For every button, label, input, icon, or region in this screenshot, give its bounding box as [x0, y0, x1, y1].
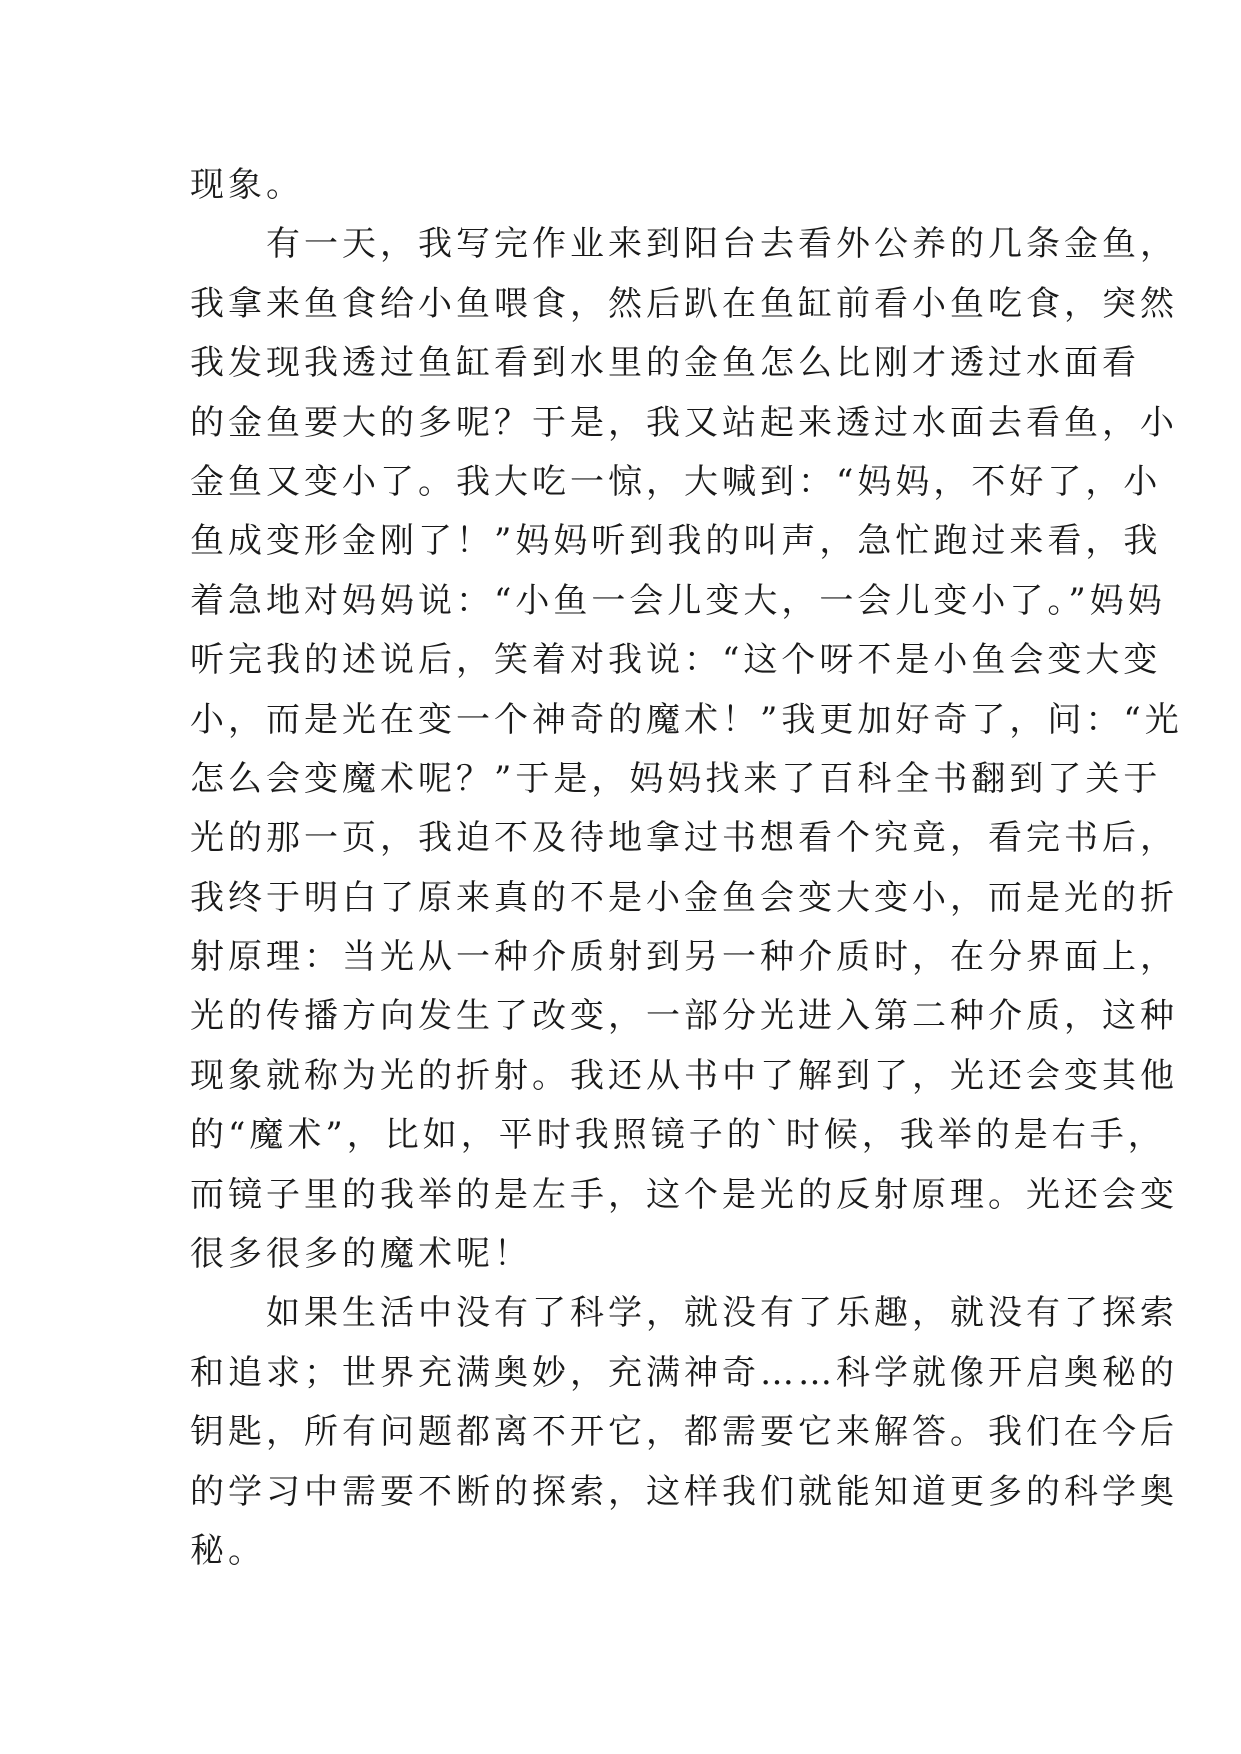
text-line: 秘。	[190, 1530, 266, 1571]
text-line: 的金鱼要大的多呢？于是，我又站起来透过水面去看鱼，小	[190, 402, 1178, 443]
text-line: 现象。	[190, 165, 304, 205]
paragraph-first-line: 如果生活中没有了科学，就没有了乐趣，就没有了探索	[266, 1293, 1178, 1334]
text-line: 现象就称为光的折射。我还从书中了解到了，光还会变其他	[190, 1055, 1178, 1096]
text-line: 我拿来鱼食给小鱼喂食，然后趴在鱼缸前看小鱼吃食，突然	[190, 283, 1178, 324]
text-line: 和追求；世界充满奥妙，充满神奇……科学就像开启奥秘的	[190, 1352, 1178, 1393]
text-line: 小，而是光在变一个神奇的魔术！”我更加好奇了，问：“光	[190, 699, 1183, 740]
text-line: 怎么会变魔术呢？”于是，妈妈找来了百科全书翻到了关于	[190, 758, 1162, 799]
text-line: 着急地对妈妈说：“小鱼一会儿变大，一会儿变小了。”妈妈	[190, 580, 1166, 621]
text-line: 光的那一页，我迫不及待地拿过书想看个究竟，看完书后，	[190, 818, 1178, 859]
text-line: 很多很多的魔术呢！	[190, 1234, 532, 1275]
text-line: 鱼成变形金刚了！”妈妈听到我的叫声，急忙跑过来看，我	[190, 521, 1162, 562]
text-line: 射原理：当光从一种介质射到另一种介质时，在分界面上，	[190, 937, 1178, 978]
paragraph-first-line: 有一天，我写完作业来到阳台去看外公养的几条金鱼，	[266, 224, 1178, 265]
text-line: 的学习中需要不断的探索，这样我们就能知道更多的科学奥	[190, 1471, 1178, 1512]
text-line: 钥匙，所有问题都离不开它，都需要它来解答。我们在今后	[190, 1412, 1178, 1453]
text-line: 而镜子里的我举的是左手，这个是光的反射原理。光还会变	[190, 1174, 1178, 1215]
text-line: 听完我的述说后，笑着对我说：“这个呀不是小鱼会变大变	[190, 640, 1162, 681]
essay-body	[190, 156, 1183, 1581]
text-line: 我终于明白了原来真的不是小金鱼会变大变小，而是光的折	[190, 877, 1178, 918]
text-line: 金鱼又变小了。我大吃一惊，大喊到：“妈妈，不好了，小	[190, 461, 1162, 502]
text-line: 光的传播方向发生了改变，一部分光进入第二种介质，这种	[190, 996, 1178, 1037]
text-line: 我发现我透过鱼缸看到水里的金鱼怎么比刚才透过水面看	[190, 343, 1140, 384]
text-line: 的“魔术”，比如，平时我照镜子的`时候，我举的是右手，	[190, 1115, 1166, 1156]
